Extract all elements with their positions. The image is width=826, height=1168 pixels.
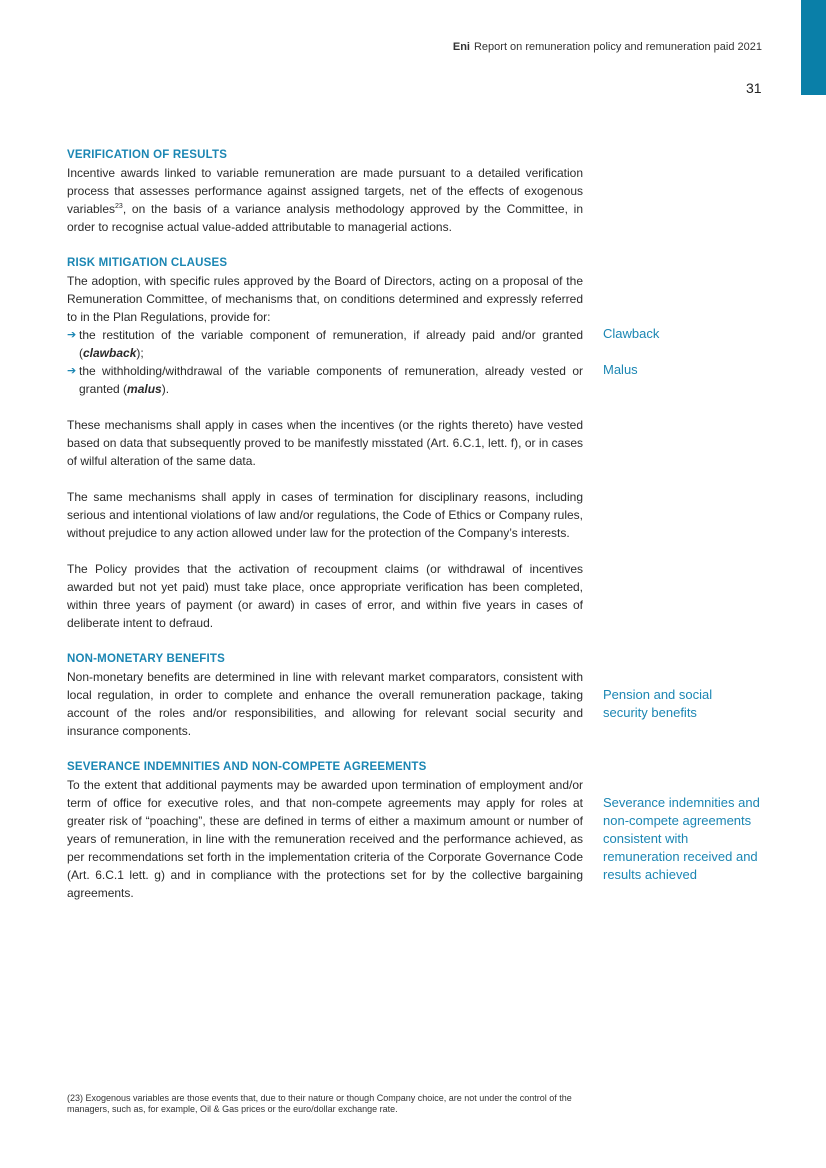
risk-heading: RISK MITIGATION CLAUSES xyxy=(67,257,228,269)
list-item: ➔ the restitution of the variable component of remuneration, if already paid and/or granted (clawback); xyxy=(67,328,583,360)
risk-paragraph-2: The same mechanisms shall apply in cases of termination for disciplinary reasons, including serious and intentional violations of law and/or regulations, the Code of Ethics or Company rules, without prejudice to any action allowed under law for the protection of the Company’s interests. xyxy=(67,490,583,540)
risk-bullet-list xyxy=(67,326,583,398)
header-brand: Eni xyxy=(452,41,470,53)
footnote-ref[interactable]: 23 xyxy=(115,203,123,210)
arrow-bullet-icon: ➔ xyxy=(67,365,77,377)
chapter-tab-marker xyxy=(801,0,826,95)
verification-text: Incentive awards linked to variable remuneration are made pursuant to a detailed verification process that assesses performance against assigned targets, net of the effects of exogenous variables$^{23}$, on the basis of a variance analysis methodology approved by the Committee, in order to recognise actual value-added attributable to managerial actions. xyxy=(67,166,583,234)
severance-text: To the extent that additional payments may be awarded upon termination of employment and/or term of office for executive roles, and that non-compete agreements may apply for roles at greater risk of “poaching”, these are defined in terms of either a maximum amount or number of years of remuneration, in line with the remuneration received and the performance achieved, as per recommendations set forth in the implementation criteria of the Corporate Governance Code (Art. 6.C.1 lett. g) and in compliance with the protections set for by the collective bargaining agreements. xyxy=(67,778,583,900)
main-column xyxy=(67,146,583,920)
nonmonetary-section xyxy=(67,650,583,740)
list-item: ➔ the withholding/withdrawal of the variable components of remuneration, already vested or granted (malus). xyxy=(67,364,583,396)
severance-section xyxy=(67,758,583,902)
risk-intro: The adoption, with specific rules approved by the Board of Directors, acting on a proposal of the Remuneration Committee, of mechanisms that, on conditions determined and expressly referred to in the Plan Regulations, provide for: xyxy=(67,274,583,324)
sidenote-malus: Malus xyxy=(603,362,638,377)
severance-heading: SEVERANCE INDEMNITIES AND NON-COMPETE AGREEMENTS xyxy=(67,761,427,773)
nonmonetary-text: Non-monetary benefits are determined in line with relevant market comparators, consistent with local regulation, in order to complete and enhance the overall remuneration package, taking account of the roles and/or responsibilities, and allowing for relevant social security and insurance components. xyxy=(67,670,583,738)
nonmonetary-heading: NON-MONETARY BENEFITS xyxy=(67,653,225,665)
sidenote-pension: Pension and social security benefits xyxy=(603,687,713,720)
header-title: Report on remuneration policy and remuneration paid 2021 xyxy=(473,41,762,53)
sidenote-clawback: Clawback xyxy=(603,326,660,341)
sidenote-severance: Severance indemnities and non-compete agreements consistent with remuneration received and results achieved xyxy=(603,795,760,882)
running-header xyxy=(453,41,762,53)
risk-paragraph-1: These mechanisms shall apply in cases when the incentives (or the rights thereto) have vested based on data that subsequently proved to be manifestly misstated (Art. 6.C.1, lett. f), or in cases of wilful alteration of the same data. xyxy=(67,418,583,468)
verification-heading: VERIFICATION OF RESULTS xyxy=(67,149,228,161)
arrow-bullet-icon: ➔ xyxy=(67,329,77,341)
risk-paragraph-3: The Policy provides that the activation of recoupment claims (or withdrawal of incentives awarded but not yet paid) must take place, once appropriate verification has been completed, within three years of payment (or award) in cases of error, and within five years in cases of deliberate intent to defraud. xyxy=(67,562,583,630)
risk-section xyxy=(67,254,583,398)
verification-section xyxy=(67,146,583,236)
page-number: 31 xyxy=(746,80,762,96)
footnote: (23) Exogenous variables are those events that, due to their nature or though Company choice, are not under the control of the managers, such as, for example, Oil & Gas prices or the euro/dollar exchange rate. xyxy=(67,1093,572,1114)
